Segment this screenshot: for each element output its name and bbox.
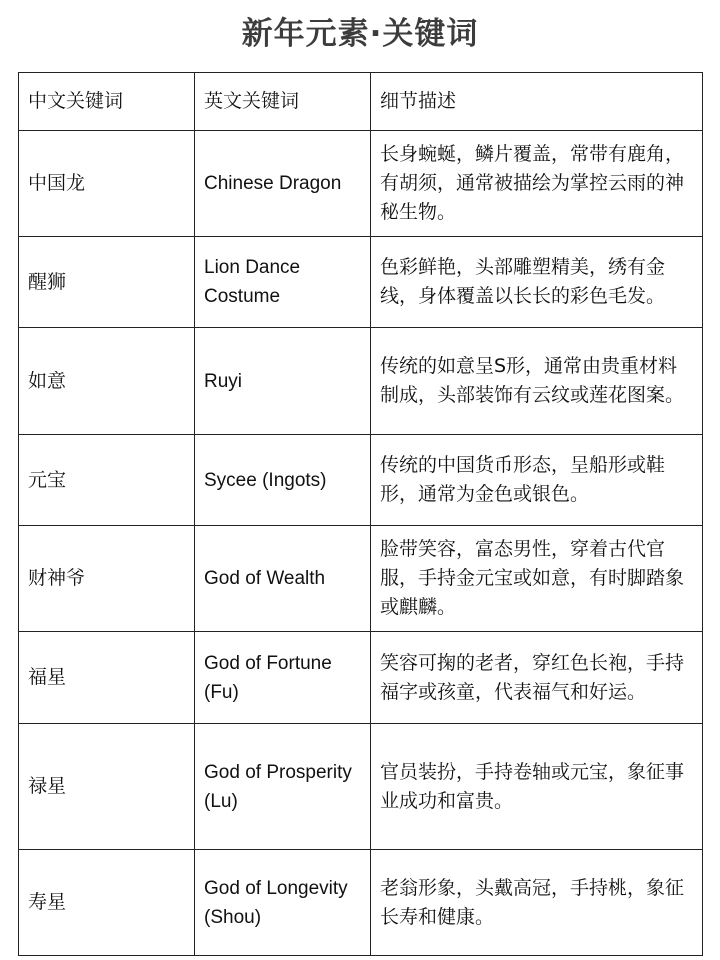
header-chinese-keyword: 中文关键词 [19, 73, 195, 131]
description-cell: 长身蜿蜒，鳞片覆盖，常带有鹿角，有胡须，通常被描绘为掌控云雨的神秘生物。 [371, 131, 703, 237]
english-keyword-cell: God of Wealth [195, 526, 371, 632]
header-english-keyword: 英文关键词 [195, 73, 371, 131]
chinese-keyword-cell: 福星 [19, 632, 195, 724]
chinese-keyword-cell: 禄星 [19, 724, 195, 850]
description-cell: 传统的如意呈S形，通常由贵重材料制成，头部装饰有云纹或莲花图案。 [371, 328, 703, 435]
table-row [19, 526, 703, 632]
table-row [19, 850, 703, 956]
keyword-table [18, 72, 703, 956]
english-keyword-cell: God of Fortune (Fu) [195, 632, 371, 724]
description-cell: 脸带笑容，富态男性，穿着古代官服，手持金元宝或如意，有时脚踏象或麒麟。 [371, 526, 703, 632]
english-keyword-cell: God of Prosperity (Lu) [195, 724, 371, 850]
table-row [19, 632, 703, 724]
chinese-keyword-cell: 中国龙 [19, 131, 195, 237]
english-keyword-cell: God of Longevity (Shou) [195, 850, 371, 956]
description-cell: 老翁形象，头戴高冠，手持桃，象征长寿和健康。 [371, 850, 703, 956]
chinese-keyword-cell: 寿星 [19, 850, 195, 956]
description-cell: 传统的中国货币形态，呈船形或鞋形，通常为金色或银色。 [371, 435, 703, 526]
table-row [19, 435, 703, 526]
table-row [19, 237, 703, 328]
chinese-keyword-cell: 如意 [19, 328, 195, 435]
english-keyword-cell: Sycee (Ingots) [195, 435, 371, 526]
description-cell: 官员装扮，手持卷轴或元宝，象征事业成功和富贵。 [371, 724, 703, 850]
description-cell: 笑容可掬的老者，穿红色长袍，手持福字或孩童，代表福气和好运。 [371, 632, 703, 724]
chinese-keyword-cell: 元宝 [19, 435, 195, 526]
english-keyword-cell: Ruyi [195, 328, 371, 435]
table-row [19, 328, 703, 435]
description-cell: 色彩鲜艳，头部雕塑精美，绣有金线，身体覆盖以长长的彩色毛发。 [371, 237, 703, 328]
chinese-keyword-cell: 醒狮 [19, 237, 195, 328]
table-row [19, 131, 703, 237]
table-row [19, 724, 703, 850]
english-keyword-cell: Lion Dance Costume [195, 237, 371, 328]
table-header-row [19, 73, 703, 131]
english-keyword-cell: Chinese Dragon [195, 131, 371, 237]
page-title: 新年元素·关键词 [241, 16, 479, 52]
chinese-keyword-cell: 财神爷 [19, 526, 195, 632]
header-detail-description: 细节描述 [371, 73, 703, 131]
